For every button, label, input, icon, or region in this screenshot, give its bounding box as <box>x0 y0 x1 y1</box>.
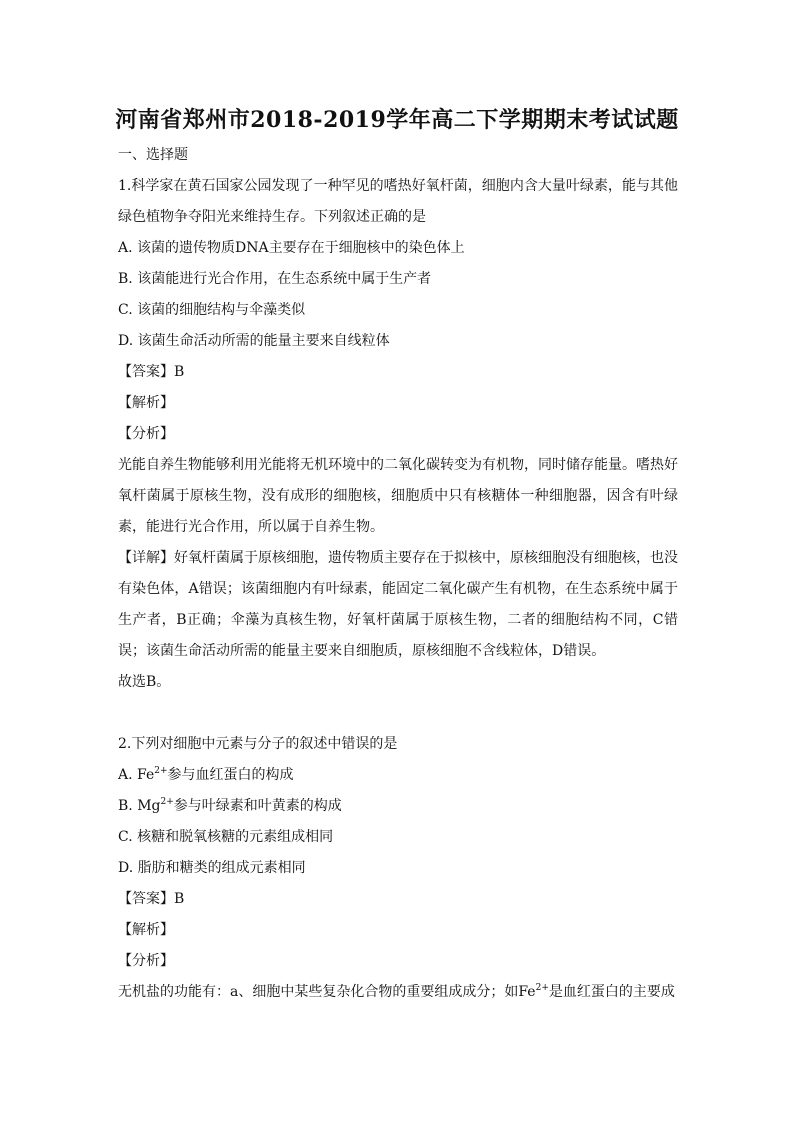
option-b-prefix: B. Mg <box>118 798 161 814</box>
answer-label: 【答案】B <box>118 891 185 907</box>
option-b-text: 参与叶绿素和叶黄素的构成 <box>173 798 342 814</box>
option-a-superscript: 2+ <box>154 766 168 776</box>
option-b-superscript: 2+ <box>160 797 174 807</box>
section-heading: 一、选择题 <box>118 147 188 163</box>
analysis-suffix: 是血红蛋白的主要成 <box>548 984 675 1000</box>
page-title: 河南省郑州市2018-2019学年高二下学期期末考试试题 <box>115 107 679 133</box>
question-1 <box>118 171 678 698</box>
jiexi-label: 【解析】 <box>118 922 174 938</box>
question-stem: 1.科学家在黄石国家公园发现了一种罕见的嗜热好氧杆菌，细胞内含大量叶绿素，能与其他绿色植物争夺阳光来维持生存。下列叙述正确的是 <box>118 178 678 225</box>
analysis-text <box>118 977 678 1008</box>
detail-text: 【详解】好氧杆菌属于原核细胞，遗传物质主要存在于拟核中，原核细胞没有细胞核，也没有染色体，A错误；该菌细胞内有叶绿素，能固定二氧化碳产生有机物，在生态系统中属于生产者，B正确；伞藻为真核生物，好氧杆菌属于原核生物，二者的细胞结构不同，C错误；该菌生命活动所需的能量主要来自细胞质，原核细胞不含线粒体，D错误。 <box>118 550 678 659</box>
fenxi-label: 【分析】 <box>118 426 174 442</box>
question-stem: 2.下列对细胞中元素与分子的叙述中错误的是 <box>118 736 398 752</box>
option-a-text: 参与血红蛋白的构成 <box>167 767 294 783</box>
option-d: D. 脂肪和糖类的组成元素相同 <box>118 860 306 876</box>
spacer <box>118 698 678 729</box>
answer-label: 【答案】B <box>118 364 185 380</box>
analysis-superscript: 2+ <box>535 983 549 993</box>
option-b <box>118 791 678 822</box>
option-c: C. 该菌的细胞结构与伞藻类似 <box>118 302 306 318</box>
option-a <box>118 760 678 791</box>
fenxi-label: 【分析】 <box>118 953 174 969</box>
jiexi-label: 【解析】 <box>118 395 174 411</box>
option-d: D. 该菌生命活动所需的能量主要来自线粒体 <box>118 333 390 349</box>
option-b: B. 该菌能进行光合作用，在生态系统中属于生产者 <box>118 271 432 287</box>
option-c: C. 核糖和脱氧核糖的元素组成相同 <box>118 829 334 845</box>
conclusion-text: 故选B。 <box>118 674 171 690</box>
document-body <box>118 140 678 1008</box>
option-a-prefix: A. Fe <box>118 767 155 783</box>
option-a: A. 该菌的遗传物质DNA主要存在于细胞核中的染色体上 <box>118 240 465 256</box>
analysis-text: 光能自养生物能够利用光能将无机环境中的二氧化碳转变为有机物，同时储存能量。嗜热好氧杆菌属于原核生物，没有成形的细胞核，细胞质中只有核糖体一种细胞器，因含有叶绿素，能进行光合作用，所以属于自养生物。 <box>118 457 678 535</box>
question-2 <box>118 729 678 1008</box>
analysis-prefix: 无机盐的功能有：a、细胞中某些复杂化合物的重要组成成分；如Fe <box>118 984 536 1000</box>
